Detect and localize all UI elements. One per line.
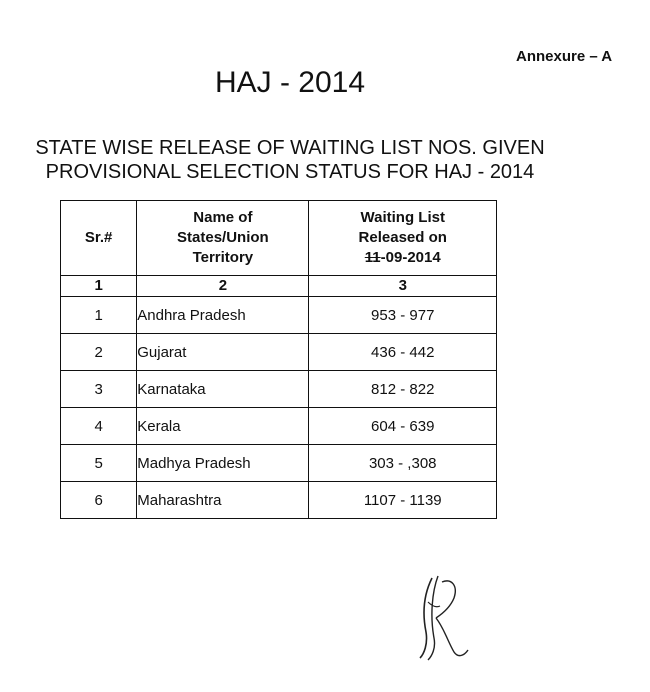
- header-state-name-line-3: Territory: [192, 249, 254, 266]
- table-row: [61, 297, 497, 334]
- page-title: HAJ - 2014: [214, 66, 366, 99]
- column-number-3: 3: [309, 276, 497, 297]
- header-state-name-line-2: States/Union: [177, 229, 269, 246]
- annexure-label: Annexure – A: [516, 48, 613, 65]
- subtitle-line-2: PROVISIONAL SELECTION STATUS FOR HAJ - 2014: [45, 161, 535, 183]
- subtitle-line-1: STATE WISE RELEASE OF WAITING LIST NOS. GIVEN: [35, 137, 545, 159]
- waiting-list-table: [60, 200, 497, 519]
- header-waiting-list: [309, 201, 497, 276]
- header-state-name: [137, 201, 309, 276]
- header-state-name-line-1: Name of: [193, 209, 253, 226]
- row-state: Kerala: [137, 408, 309, 445]
- struck-date-digits: 11: [364, 249, 381, 266]
- document-subtitle: [0, 136, 580, 184]
- row-waiting-list: 812 - 822: [309, 371, 497, 408]
- row-state: Gujarat: [137, 334, 309, 371]
- header-waiting-list-line-2: Released on: [358, 229, 447, 246]
- row-waiting-list: 436 - 442: [309, 334, 497, 371]
- table-row: [61, 445, 497, 482]
- column-number-2: 2: [137, 276, 309, 297]
- header-waiting-list-line-1: Waiting List: [360, 209, 445, 226]
- row-waiting-list: 604 - 639: [309, 408, 497, 445]
- row-sr: 3: [61, 371, 137, 408]
- table-header-row: [61, 201, 497, 276]
- header-waiting-list-date: [315, 248, 490, 268]
- row-sr: 2: [61, 334, 137, 371]
- column-number-1: 1: [61, 276, 137, 297]
- header-sr: Sr.#: [61, 201, 137, 276]
- table-row: [61, 482, 497, 519]
- row-state: Maharashtra: [137, 482, 309, 519]
- row-sr: 6: [61, 482, 137, 519]
- column-number-row: [61, 276, 497, 297]
- row-waiting-list: 303 - ,308: [309, 445, 497, 482]
- handwritten-signature: [402, 572, 474, 664]
- row-state: Karnataka: [137, 371, 309, 408]
- date-rest: -09-2014: [380, 249, 441, 266]
- row-waiting-list: 953 - 977: [309, 297, 497, 334]
- row-state: Andhra Pradesh: [137, 297, 309, 334]
- row-state: Madhya Pradesh: [137, 445, 309, 482]
- table-row: [61, 334, 497, 371]
- row-waiting-list: 1107 - 1139: [309, 482, 497, 519]
- row-sr: 4: [61, 408, 137, 445]
- table-row: [61, 371, 497, 408]
- row-sr: 5: [61, 445, 137, 482]
- row-sr: 1: [61, 297, 137, 334]
- table-row: [61, 408, 497, 445]
